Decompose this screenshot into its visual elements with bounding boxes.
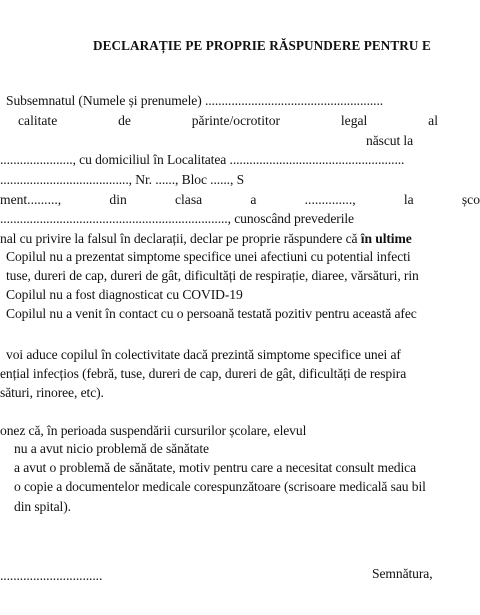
address-line: ......................................., Nr. ......, Bloc ......, S [0,172,245,187]
class-word: șco [461,192,480,207]
class-word: .............., [304,192,356,207]
name-line: Subsemnatul (Numele și prenumele) ...................................................... [6,93,384,108]
capacity-word: de [118,113,131,128]
capacity-word: calitate [18,113,58,128]
option-had-problem-continued: o copie a documentelor medicale corespunzătoare (scrisoare medicală sau bil [14,479,426,494]
declaration-line [0,231,412,247]
option-no-problem: nu a avut nicio problemă de sănătate [14,441,209,456]
class-word: a [250,192,257,207]
class-line [0,192,480,208]
statement-item-2: Copilul nu a fost diagnosticat cu COVID-19 [6,287,243,302]
statement-item-3: Copilul nu a venit în contact cu o persoană testată pozitiv pentru această afec [6,306,417,321]
class-word: din [109,192,127,207]
provisions-line: ....................................................................., cunoscând prevederile [0,211,354,226]
statement-item-1-continued: tuse, dureri de cap, dureri de gât, dificultăți de respirație, diaree, vărsături, rin [6,268,419,283]
statement-item-1: Copilul nu a prezentat simptome specifice unei afectiuni cu potential infecti [6,249,411,264]
commitment-line-1: voi aduce copilul în colectivitate dacă prezintă simptome specifice unei af [6,347,401,362]
class-word: clasa [174,192,203,207]
signature-label: Semnătura, [372,566,433,581]
option-had-problem-end: din spital). [14,499,71,514]
capacity-line [18,113,438,129]
declaration-text: nal cu privire la falsul în declarații, declar pe proprie răspundere că [0,231,361,246]
commitment-line-3: sături, rinoree, etc). [0,385,104,400]
capacity-word: părinte/ocrotitor [191,113,281,128]
class-word: ment........., [0,192,62,207]
class-word: la [403,192,414,207]
declaration-bold-text: în ultime [360,231,412,246]
commitment-line-2: ențial infecțios (febră, tuse, dureri de cap, dureri de gât, dificultăți de respira [0,366,407,381]
domicile-line: ......................, cu domiciliul în Localitatea ..................................................... [0,152,405,167]
document-title: DECLARAȚIE PE PROPRIE RĂSPUNDERE PENTRU E [93,38,431,53]
date-field: ............................... [0,568,103,583]
capacity-word: al [428,113,438,128]
option-had-problem: a avut o problemă de sănătate, motiv pentru care a necesitat consult medica [14,460,417,475]
born-line: născut la [366,133,414,148]
capacity-word: legal [340,113,368,128]
suspension-line: onez că, în perioada suspendării cursurilor școlare, elevul [0,423,307,438]
